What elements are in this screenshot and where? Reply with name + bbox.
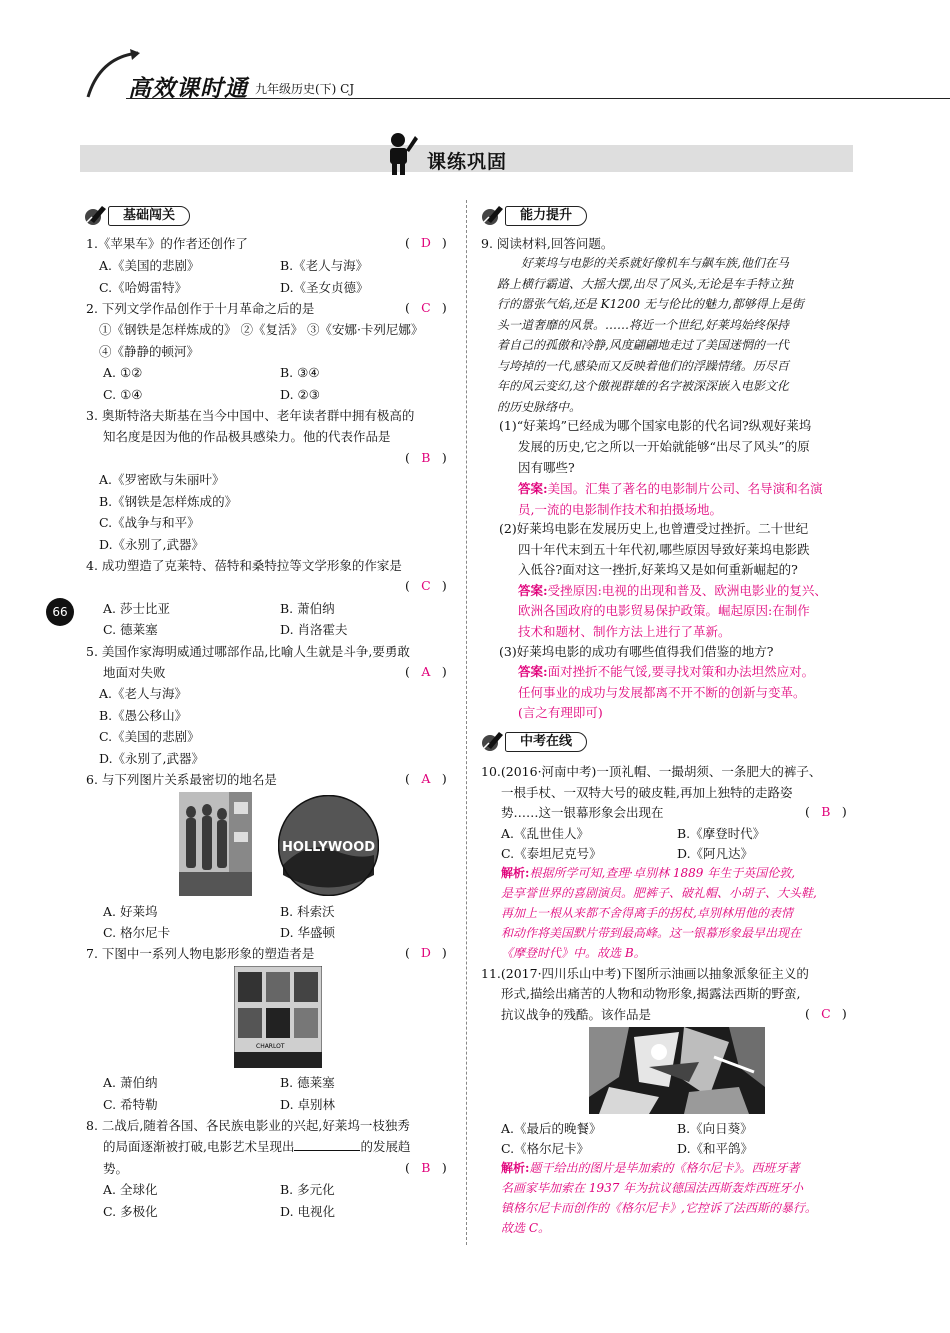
- q10-explanation-line3: 再加上一根从来都不舍得离手的拐杖,卓别林用他的表情: [501, 906, 793, 920]
- q4-option-b: B. 萧伯纳: [280, 601, 335, 616]
- q11-stem-line2: 形式,描绘出痛苦的人物和动物形象,揭露法西斯的野蛮,: [501, 986, 801, 1001]
- q5-option-d: D.《永别了,武器》: [99, 751, 205, 766]
- q9-answer3-line2: 任何事业的成功与发展都离不开不断的创新与变革。: [518, 685, 806, 700]
- q5-option-a: A.《老人与海》: [99, 686, 188, 701]
- q10-explanation-line2: 是享誉世界的喜剧演员。肥裤子、破礼帽、小胡子、大头鞋,: [501, 886, 817, 900]
- q1-option-a: A.《美国的悲剧》: [99, 258, 200, 273]
- q3-stem-line1: 3. 奥斯特洛夫斯基在当今中国中、老年读者群中拥有极高的: [86, 408, 415, 423]
- q11-stem-line3: 抗议战争的残酷。该作品是: [501, 1007, 652, 1022]
- q4-option-c: C. 德莱塞: [103, 622, 158, 637]
- section-basic: [82, 203, 222, 227]
- q2-answer-paren: ( C ): [405, 300, 447, 315]
- q9-answer2-line1: 答案:受挫原因:电视的出现和普及、欧洲电影业的复兴、: [518, 583, 827, 598]
- q1-option-c: C.《哈姆雷特》: [99, 280, 188, 295]
- q8-option-c: C. 多极化: [103, 1204, 158, 1219]
- q2-items-line1: ①《钢铁是怎样炼成的》 ②《复活》 ③《安娜·卡列尼娜》: [99, 322, 424, 337]
- section-exam: [479, 729, 619, 753]
- q9-p2-line3: 入低谷?面对这一挫折,好莱坞又是如何重新崛起的?: [518, 562, 798, 577]
- q9-p2-line1: (2)好莱坞电影在发展历史上,也曾遭受过挫折。二十世纪: [499, 521, 809, 536]
- chaplin-poster-photo: [234, 966, 322, 1068]
- q1-option-b: B.《老人与海》: [280, 258, 369, 273]
- q9-p3: (3)好莱坞电影的成功有哪些值得我们借鉴的地方?: [499, 644, 774, 659]
- q7-option-c: C. 希特勒: [103, 1097, 158, 1112]
- q11-explanation-line2: 名画家毕加索在 1937 年为抗议德国法西斯轰炸西班牙小: [501, 1181, 804, 1195]
- q9-passage: [497, 253, 804, 417]
- q11-option-d: D.《和平鸽》: [677, 1141, 754, 1156]
- passage-line: 年的风云变幻,这个傲视群雄的名字被深深嵌入电影文化: [497, 379, 789, 393]
- section-basic-label: 基础闯关: [108, 206, 190, 226]
- q7-option-d: D. 卓别林: [280, 1097, 336, 1112]
- q11-stem-line1: 11.(2017·四川乐山中考)下图所示油画以抽象派象征主义的: [481, 966, 809, 981]
- q5-stem-line2: 地面对失败: [103, 665, 166, 680]
- q1-answer-paren: ( D ): [405, 235, 447, 250]
- passage-line: 的历史脉络中。: [497, 399, 582, 414]
- header-rule: [126, 98, 950, 99]
- q9-answer2-line3: 技术和题材、制作方法上进行了革新。: [518, 624, 731, 639]
- q9-answer2-line2: 欧洲各国政府的电影贸易保护政策。崛起原因:在制作: [518, 603, 810, 618]
- passage-line: 好莱坞与电影的关系就好像机车与飙车族,他们在马: [521, 256, 789, 270]
- q10-stem-line3: 势……这一银幕形象会出现在: [501, 805, 664, 820]
- q10-explanation-line5: 《摩登时代》中。故选 B。: [501, 946, 646, 960]
- q10-stem-line2: 一根手杖、一双特大号的破皮鞋,再加上独特的走路姿: [501, 785, 793, 800]
- hollywood-sign-photo: [278, 795, 379, 896]
- q6-stem: 6. 与下列图片关系最密切的地名是: [86, 772, 277, 787]
- q9-p2-line2: 四十年代末到五十年代初,哪些原因导致好莱坞电影跌: [518, 542, 810, 557]
- q3-option-a: A.《罗密欧与朱丽叶》: [99, 472, 225, 487]
- q2-stem: 2. 下列文学作品创作于十月革命之后的是: [86, 301, 315, 316]
- passage-line: 与垮掉的一代,感染而又反映着他们的浮躁情绪。历尽百: [497, 358, 789, 373]
- banner-title: 课练巩固: [427, 151, 508, 173]
- q10-option-c: C.《泰坦尼克号》: [501, 846, 602, 861]
- poster-caption: CHARLOT: [256, 1043, 285, 1050]
- q1-stem: 1.《苹果车》的作者还创作了: [86, 236, 248, 251]
- q5-option-c: C.《美国的悲剧》: [99, 729, 200, 744]
- q4-stem: 4. 成功塑造了克莱特、蓓特和桑特拉等文学形象的作家是: [86, 558, 402, 573]
- q9-p1-line2: 发展的历史,它之所以一开始就能够“出尽了风头”的原: [518, 439, 810, 454]
- q9-intro: 9. 阅读材料,回答问题。: [481, 236, 614, 251]
- q6-option-a: A. 好莱坞: [103, 904, 158, 919]
- q4-option-d: D. 肖洛霍夫: [280, 622, 348, 637]
- q10-option-d: D.《阿凡达》: [677, 846, 754, 861]
- q11-option-c: C.《格尔尼卡》: [501, 1141, 590, 1156]
- column-divider: [466, 200, 467, 1245]
- q2-option-a: A. ①②: [103, 365, 143, 380]
- q3-option-b: B.《钢铁是怎样炼成的》: [99, 494, 238, 509]
- q10-option-b: B.《摩登时代》: [677, 826, 766, 841]
- q8-stem-line3: 势。: [103, 1161, 129, 1176]
- q7-option-b: B. 德莱塞: [280, 1075, 335, 1090]
- q3-answer-paren: ( B ): [405, 450, 447, 465]
- section-ability: [479, 203, 619, 227]
- q11-explanation-line4: 故选 C。: [501, 1221, 550, 1235]
- q9-answer1-line2: 员,一流的电影制作技术和拍摄场地。: [518, 502, 722, 517]
- passage-line: 行的嚣张气焰,还是 K1200 无与伦比的魅力,都够得上是街: [497, 297, 804, 311]
- q11-explanation-line1: 解析:题干给出的图片是毕加索的《格尔尼卡》。西班牙著: [501, 1161, 800, 1175]
- q10-answer-paren: ( B ): [805, 804, 847, 819]
- guernica-painting: [589, 1027, 765, 1114]
- q6-answer-paren: ( A ): [405, 771, 447, 786]
- q11-option-b: B.《向日葵》: [677, 1121, 753, 1136]
- q2-option-d: D. ②③: [280, 387, 320, 402]
- pencil-icon: [479, 729, 505, 753]
- header-subtitle: 九年级历史(下) CJ: [255, 82, 355, 96]
- q10-stem-line1: 10.(2016·河南中考)一顶礼帽、一撮胡须、一条肥大的裤子、: [481, 764, 822, 779]
- hollywood-sign-text: HOLLYWOOD: [281, 840, 376, 855]
- q8-answer-paren: ( B ): [405, 1160, 447, 1175]
- q8-blank: [294, 1138, 360, 1151]
- header-brand: 高效课时通: [128, 75, 248, 102]
- q1-option-d: D.《圣女贞德》: [280, 280, 369, 295]
- q8-stem-line2: 的局面逐渐被打破,电影艺术呈现出 的发展趋: [103, 1139, 411, 1154]
- q7-stem: 7. 下图中一系列人物电影形象的塑造者是: [86, 946, 315, 961]
- q6-option-c: C. 格尔尼卡: [103, 925, 171, 940]
- q2-items-line2: ④《静静的顿河》: [99, 344, 200, 359]
- q8-option-a: A. 全球化: [103, 1182, 158, 1197]
- q10-option-a: A.《乱世佳人》: [501, 826, 590, 841]
- q5-stem-line1: 5. 美国作家海明威通过哪部作品,比喻人生就是斗争,要勇敢: [86, 644, 410, 659]
- q9-answer1-line1: 答案:美国。汇集了著名的电影制片公司、名导演和名演: [518, 481, 823, 496]
- student-icon: [385, 130, 419, 176]
- q8-option-b: B. 多元化: [280, 1182, 335, 1197]
- q9-p1-line3: 因有哪些?: [518, 460, 575, 475]
- pencil-icon: [82, 203, 108, 227]
- q5-answer-paren: ( A ): [405, 664, 447, 679]
- section-exam-label: 中考在线: [505, 732, 587, 752]
- q3-stem-line2: 知名度是因为他的作品极具感染力。他的代表作品是: [103, 429, 391, 444]
- q9-answer3-line3: (言之有理即可): [518, 705, 603, 720]
- q9-answer3-line1: 答案:面对挫折不能气馁,要寻找对策和办法坦然应对。: [518, 664, 815, 679]
- q8-option-d: D. 电视化: [280, 1204, 336, 1219]
- q4-option-a: A. 莎士比亚: [103, 601, 170, 616]
- q2-option-b: B. ③④: [280, 365, 320, 380]
- q2-option-c: C. ①④: [103, 387, 143, 402]
- q6-option-b: B. 科索沃: [280, 904, 335, 919]
- page-number: 66: [46, 598, 74, 626]
- q4-answer-paren: ( C ): [405, 578, 447, 593]
- q11-explanation-line3: 镇格尔尼卡而创作的《格尔尼卡》,它控诉了法西斯的暴行。: [501, 1201, 817, 1215]
- q8-stem-line1: 8. 二战后,随着各国、各民族电影业的兴起,好莱坞一枝独秀: [86, 1118, 410, 1133]
- q3-option-d: D.《永别了,武器》: [99, 537, 205, 552]
- q5-option-b: B.《愚公移山》: [99, 708, 188, 723]
- q10-explanation-line1: 解析:根据所学可知,查理·卓别林 1889 年生于英国伦敦,: [501, 866, 796, 880]
- q7-option-a: A. 萧伯纳: [103, 1075, 158, 1090]
- q7-answer-paren: ( D ): [405, 945, 447, 960]
- passage-line: 着自己的孤傲和冷静,风度翩翩地走过了美国迷惘的一代: [497, 338, 789, 352]
- section-ability-label: 能力提升: [505, 206, 587, 226]
- q6-option-d: D. 华盛顿: [280, 925, 336, 940]
- q11-option-a: A.《最后的晚餐》: [501, 1121, 602, 1136]
- pencil-icon: [479, 203, 505, 227]
- q9-p1-line1: (1)“好莱坞”已经成为哪个国家电影的代名词?纵观好莱坞: [499, 418, 812, 433]
- passage-line: 路上横行霸道、大摇大摆,出尽了风头,无论是车手特立独: [497, 276, 793, 291]
- q3-option-c: C.《战争与和平》: [99, 515, 200, 530]
- q11-answer-paren: ( C ): [805, 1006, 847, 1021]
- passage-line: 头一道奢靡的风景。……将近一个世纪,好莱坞始终保持: [497, 317, 789, 332]
- q10-explanation-line4: 和动作将美国默片带到最高峰。这一银幕形象最早出现在: [501, 926, 802, 940]
- oscar-statues-photo: [179, 792, 252, 896]
